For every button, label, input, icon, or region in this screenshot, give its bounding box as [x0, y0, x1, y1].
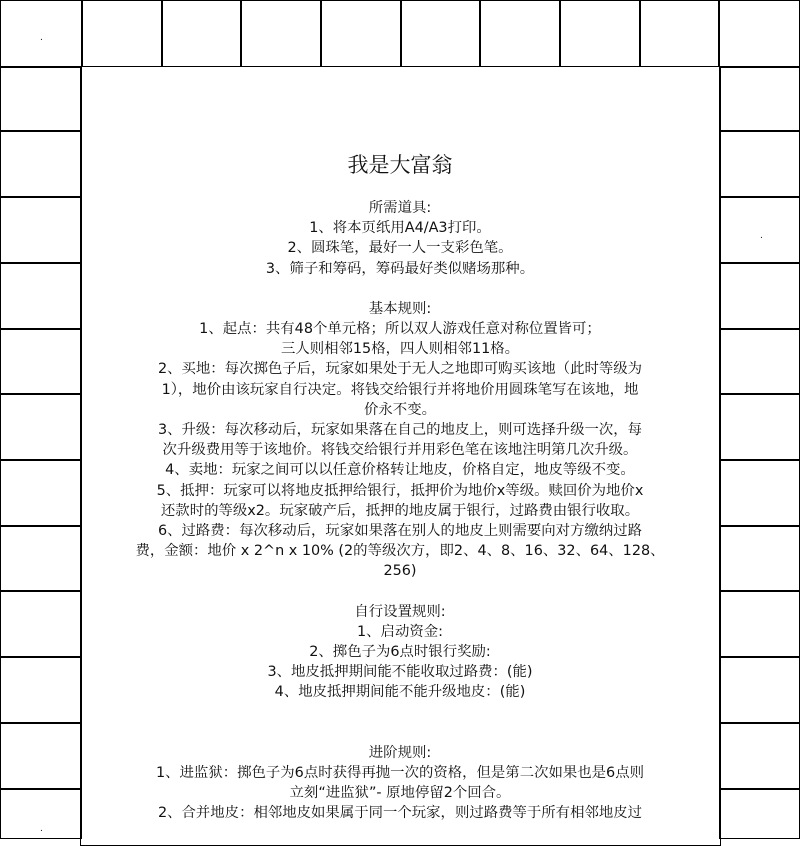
board-cell	[0, 329, 82, 394]
section-basic-rules	[82, 299, 718, 582]
board-cell	[719, 526, 800, 591]
text-line: 立刻“进监狱”- 原地停留2个回合。	[289, 785, 511, 802]
cell-mark-dot: .	[40, 33, 43, 43]
board-cell	[0, 131, 82, 197]
text-line: 1），地价由该玩家自行决定。将钱交给银行并将地价用圆珠笔写在该地，地	[161, 381, 639, 398]
board-cell	[0, 263, 82, 329]
text-line: 3、地皮抵押期间能不能收取过路费：(能)	[267, 664, 533, 681]
cell-mark-dot: .	[40, 824, 43, 834]
text-line: 2、圆珠笔，最好一人一支彩色笔。	[287, 240, 513, 257]
text-line: 1、进监狱：掷色子为6点时获得再抛一次的资格，但是第二次如果也是6点则	[156, 764, 644, 781]
board-cell	[0, 657, 82, 723]
board-cell	[719, 723, 800, 789]
text-line: 4、卖地：玩家之间可以以任意价格转让地皮，价格自定，地皮等级不变。	[165, 462, 635, 479]
text-line: 价永不变。	[364, 401, 436, 418]
section-advanced-rules	[82, 743, 718, 824]
section-heading: 进阶规则:	[368, 744, 432, 761]
board-cell	[162, 0, 241, 67]
text-line: 4、地皮抵押期间能不能升级地皮：(能)	[274, 684, 526, 701]
text-line: 3、筛子和筹码，筹码最好类似赌场那种。	[265, 260, 535, 277]
section-heading: 基本规则:	[368, 300, 432, 317]
board-cell	[560, 0, 640, 67]
cell-mark-dot: .	[760, 231, 763, 241]
board-cell	[719, 67, 800, 131]
text-line: 费，金额：地价 x 2^n x 10% (2的等级次方，即2、4、8、16、32、64、128、	[135, 543, 665, 560]
text-line: 256)	[383, 563, 417, 580]
text-line: 2、合并地皮：相邻地皮如果属于同一个玩家，则过路费等于所有相邻地皮过	[157, 805, 643, 822]
board-cell	[719, 591, 800, 657]
board-cell	[719, 789, 800, 839]
board-cell	[0, 526, 82, 591]
board-cell	[640, 0, 719, 67]
section-heading: 自行设置规则:	[354, 603, 446, 620]
board-cell	[241, 0, 321, 67]
page-title: 我是大富翁	[347, 153, 453, 177]
text-line: 6、过路费：每次移动后，玩家如果落在别人的地皮上则需要向对方缴纳过路	[157, 523, 643, 540]
board-cell	[321, 0, 401, 67]
board-cell	[0, 723, 82, 789]
board-cell	[82, 0, 162, 67]
section-custom-rules	[82, 602, 718, 703]
text-line: 1、启动资金:	[357, 623, 443, 640]
board-cell	[719, 131, 800, 197]
board-cell	[719, 460, 800, 526]
text-line: 1、起点：共有48个单元格；所以双人游戏任意对称位置皆可；	[199, 321, 601, 338]
board-cell	[719, 263, 800, 329]
text-line: 3、升级：每次移动后，玩家如果落在自己的地皮上，则可选择升级一次，每	[157, 422, 643, 439]
board-cell	[0, 67, 82, 131]
text-line: 1、将本页纸用A4/A3打印。	[309, 220, 491, 237]
board-cell	[719, 329, 800, 394]
text-line: 2、掷色子为6点时银行奖励:	[309, 644, 491, 661]
text-line: 次升级费用等于该地价。将钱交给银行并用彩色笔在该地注明第几次升级。	[162, 442, 638, 459]
text-line: 还款时的等级x2。玩家破产后，抵押的地皮属于银行，过路费由银行收取。	[160, 502, 640, 519]
section-props	[82, 198, 718, 279]
board-cell	[0, 197, 82, 263]
board-cell	[0, 591, 82, 657]
text-line: 5、抵押：玩家可以将地皮抵押给银行，抵押价为地价x等级。赎回价为地价x	[156, 482, 644, 499]
board-cell	[719, 394, 800, 460]
board-cell	[0, 394, 82, 460]
board-cell	[401, 0, 480, 67]
rules-panel	[82, 68, 718, 839]
board-cell	[719, 197, 800, 263]
board-cell	[0, 460, 82, 526]
text-line: 三人则相邻15格，四人则相邻11格。	[280, 341, 520, 358]
board-cell	[480, 0, 560, 67]
section-heading: 所需道具:	[368, 200, 432, 216]
board-cell	[719, 0, 800, 67]
board-cell	[719, 657, 800, 723]
text-line: 2、买地：每次掷色子后，玩家如果处于无人之地即可购买该地（此时等级为	[157, 361, 643, 378]
